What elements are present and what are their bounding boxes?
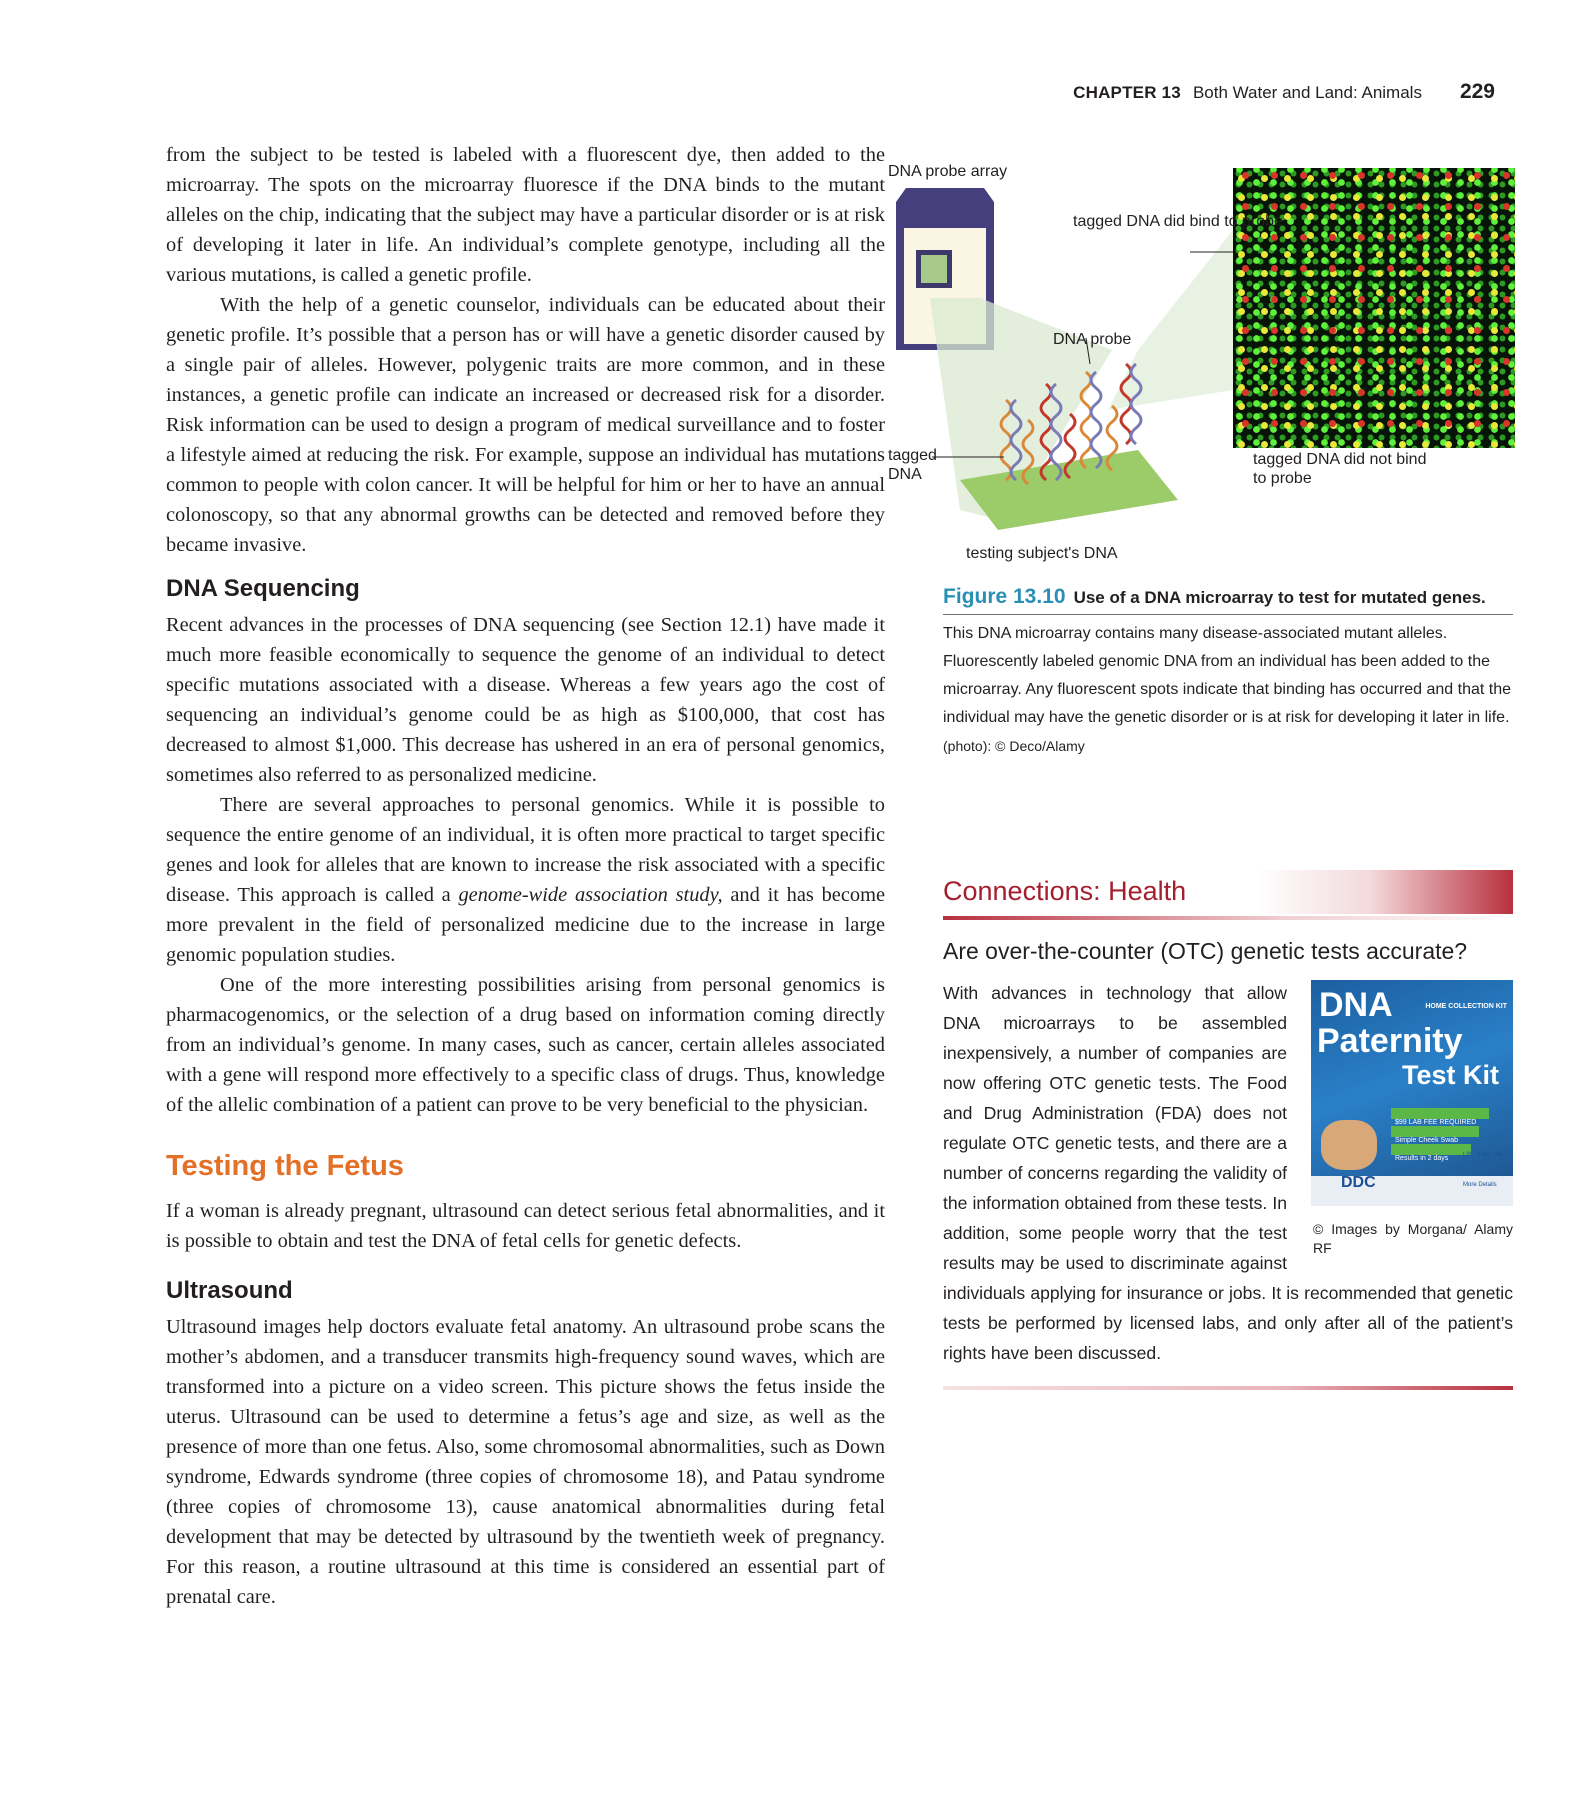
figure-dna-microarray [888,150,1513,570]
connections-body: With advances in technology that allow DNA microarrays to be assembled inexpensively, a number of companies are now offering OTC genetic tests. The Food and Drug Administration (FDA) does not regulate OTC genetic tests, and there are a number of concerns regarding the validity of the information obtained from these tests. In addition, some people worry that the test results may be used to discriminate against individuals applying for insurance or jobs. It is recommended that genetic tests be performed by licensed labs, and only after all of the patient’s rights have been discussed. [943,983,1513,1363]
microarray-spots [1233,168,1515,448]
figure-number: Figure 13.10 [943,585,1066,608]
paragraph-sequencing-cost: Recent advances in the processes of DNA sequencing (see Section 12.1) have made it much more feasible economically to sequence the genome of an individual to detect specific mutations associated with a disease. Whereas a few years ago the cost of sequencing an individual’s genome could be as high as $100,000, that cost has decreased to almost $1,000. This decrease has ushered in an era of personal genomics, sometimes also referred to as personalized medicine. [166,614,885,786]
label-testing-subject-dna: testing subject's DNA [966,545,1118,562]
text-run: and it has become more prevalent in the field of personalized medicine due to the increase in large genomic population studies. [166,884,885,966]
caption-title-text: Use of a DNA microarray to test for mutated genes. [1073,588,1486,607]
chapter-title: Both Water and Land: Animals [1192,83,1422,102]
paragraph-genetic-profile: from the subject to be tested is labeled with a fluorescent dye, then added to the microarray. The spots on the microarray fluoresce if the DNA binds to the mutant alleles on the chip, indicating that the subject may have a particular disorder or is at risk of developing it later in life. An individual’s complete genotype, including all the various mutations, is called a genetic profile. [166,144,885,286]
connections-bottom-rule [943,1386,1513,1390]
heading-ultrasound: Ultrasound [166,1277,293,1304]
connections-banner [943,870,1513,914]
chapter-label: CHAPTER 13 [1073,83,1181,102]
baby-figure [1321,1120,1377,1170]
photo-credit-morgana: © Images by Morgana/ Alamy RF [1313,1221,1513,1256]
label-dna-probe-array: DNA probe array [888,163,1008,180]
photo-btn3: Results in 2 days [1391,1144,1471,1155]
photo-logo: DDC [1341,1174,1376,1191]
heading-dna-sequencing: DNA Sequencing [166,575,360,602]
label-tagged-dna: tagged DNA [888,447,937,483]
paragraph-genetic-counselor: With the help of a genetic counselor, individuals can be educated about their genetic profile. It’s possible that a person has or will have a genetic disorder caused by a single pair of alleles. However, polygenic traits are more common, and in these instances, a genetic profile can indicate an increased or decreased risk for a disorder. Risk information can be used to design a program of medical surveillance and to foster a lifestyle aimed at reducing the risk. For example, suppose an individual has mutations common to people with colon cancer. It will be helpful for him or her to have an annual colonoscopy, so that any abnormal growths can be detected and removed before they became invasive. [166,294,885,556]
text-run: There are several approaches to personal genomics. While it is possible to sequence the entire genome of an individual, it is often more practical to target specific genes and look for alleles that are known to increase the risk associated with a specific disease. This approach is called a [166,794,885,906]
left-column [166,140,885,1612]
paragraph-pharmacogenomics: One of the more interesting possibilities arising from personal genomics is pharmacogenomics, or the selection of a drug based on information coming directly from an individual’s genome. In many cases, such as cancer, certain alleles associated with a gene will respond more effectively to a specific class of drugs. Thus, knowledge of the allelic combination of a patient can prove to be very beneficial to the physician. [166,974,885,1116]
banner-rule [943,916,1513,920]
connections-title: Connections: Health [943,876,1187,906]
label-tagged-did-bind: tagged DNA did bind to probe [1073,213,1283,230]
photo-btn1: $99 LAB FEE REQUIRED [1391,1108,1489,1119]
connections-health-box [943,870,1513,1390]
term-gwas: genome-wide association study, [458,884,723,906]
caption-title [943,584,1513,615]
photo-product2: Test Kit [1401,1060,1499,1090]
running-head [1073,80,1495,104]
photo-credit: (photo): © Deco/Alamy [943,738,1085,754]
heading-testing-fetus: Testing the Fetus [166,1150,404,1182]
paragraph-personal-genomics [166,790,885,970]
label-dna-probe: DNA probe [1053,331,1132,348]
page-number: 229 [1459,80,1495,103]
photo-product: Paternity [1317,1022,1463,1060]
paragraph-ultrasound: Ultrasound images help doctors evaluate fetal anatomy. An ultrasound probe scans the mother’s abdomen, and a transducer transmits high-frequency sound waves, which are transformed into a picture on a video screen. This picture shows the fetus inside the uterus. Ultrasound can be used to determine a fetus’s age and size, as well as the presence of more than one fetus. Also, some chromosomal abnormalities, such as Down syndrome, Edwards syndrome (three copies of chromosome 18), and Patau syndrome (three copies of chromosome 13), cause anatomical abnormalities during fetal development that may be detected by ultrasound by the twentieth week of pregnancy. For this reason, a routine ultrasound at this time is considered an essential part of prenatal care. [166,1316,885,1608]
paternity-kit-photo [1311,980,1513,1258]
paragraph-fetus-intro: If a woman is already pregnant, ultrasound can detect serious fetal abnormalities, and it is possible to obtain and test the DNA of fetal cells for genetic defects. [166,1200,885,1252]
photo-tag: HOME COLLECTION KIT [1425,1003,1507,1010]
microarray-photo [1233,168,1515,448]
caption-body: This DNA microarray contains many disease-associated mutant alleles. Fluorescently labeled genomic DNA from an individual has been added to the microarray. Any fluorescent spots indicate that binding has occurred and that the individual may have the genetic disorder or is at risk for developing it later in life. [943,625,1512,726]
connections-body-wrap [943,978,1513,1368]
label-did-not-bind: tagged DNA did not bind to probe [1253,451,1427,487]
photo-flip: Lift Flap for More Details [1463,1152,1503,1188]
figure-caption [943,584,1513,754]
photo-image [1311,980,1513,1206]
connections-question: Are over-the-counter (OTC) genetic tests accurate? [943,938,1468,964]
photo-btn2: Simple Cheek Swab [1391,1126,1479,1137]
photo-brand: DNA [1319,986,1393,1024]
